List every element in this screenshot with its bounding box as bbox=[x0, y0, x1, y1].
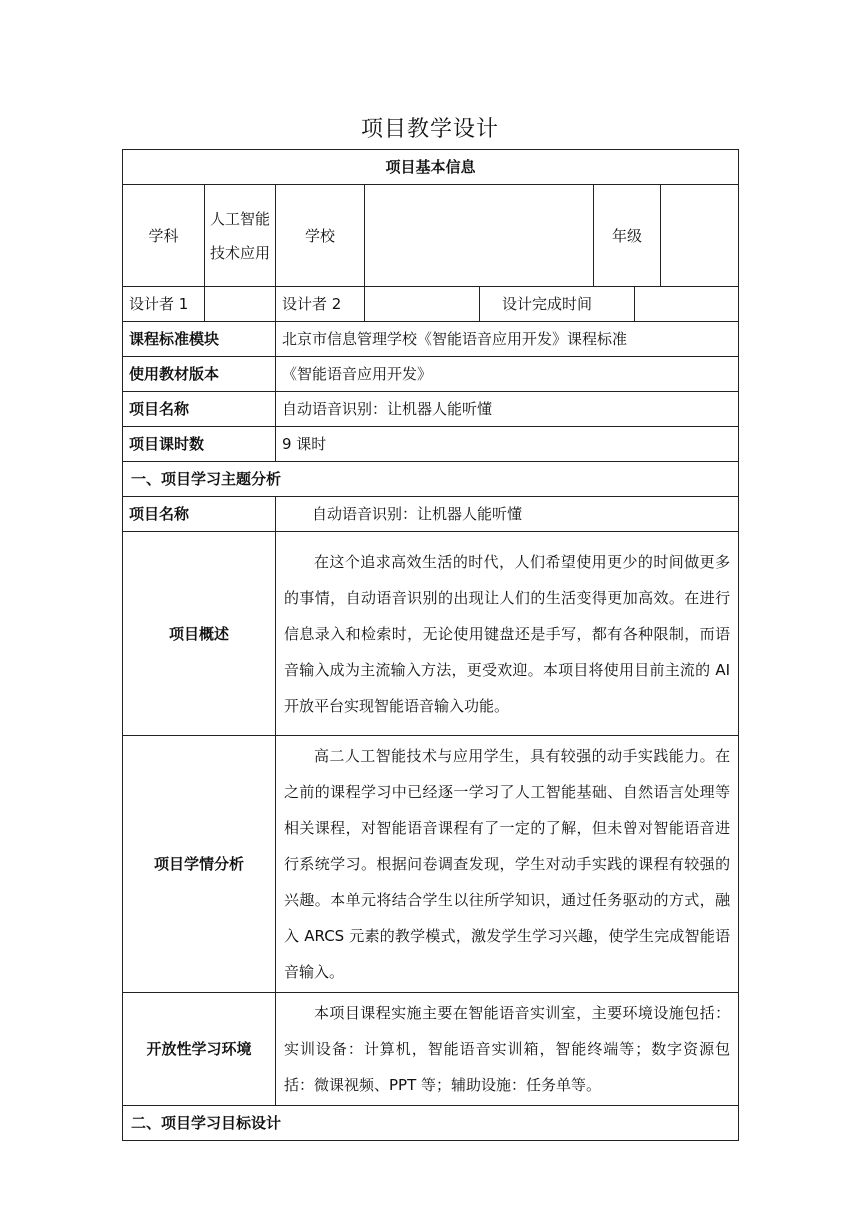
environment-label: 开放性学习环境 bbox=[123, 993, 276, 1106]
hours-value: 9 课时 bbox=[276, 427, 739, 462]
hours-label: 项目课时数 bbox=[123, 427, 276, 462]
project-name-value: 自动语音识别：让机器人能听懂 bbox=[276, 392, 739, 427]
subject-label: 学科 bbox=[123, 185, 205, 287]
document-title: 项目教学设计 bbox=[360, 117, 499, 142]
textbook-label: 使用教材版本 bbox=[123, 357, 276, 392]
grade-value bbox=[661, 185, 739, 287]
designer2-label: 设计者 2 bbox=[276, 287, 365, 322]
textbook-value: 《智能语音应用开发》 bbox=[276, 357, 739, 392]
section1-name-label: 项目名称 bbox=[123, 497, 276, 532]
completion-value bbox=[635, 287, 739, 322]
project-info-table bbox=[122, 149, 739, 1141]
completion-label: 设计完成时间 bbox=[480, 287, 635, 322]
school-value bbox=[365, 185, 594, 287]
designer1-label: 设计者 1 bbox=[123, 287, 205, 322]
school-label: 学校 bbox=[276, 185, 365, 287]
project-name-label: 项目名称 bbox=[123, 392, 276, 427]
basic-info-header: 项目基本信息 bbox=[123, 150, 739, 185]
section2-header: 二、项目学习目标设计 bbox=[123, 1106, 739, 1141]
section1-header: 一、项目学习主题分析 bbox=[123, 462, 739, 497]
standard-value: 北京市信息管理学校《智能语音应用开发》课程标准 bbox=[276, 322, 739, 357]
designer1-value bbox=[205, 287, 276, 322]
standard-label: 课程标准模块 bbox=[123, 322, 276, 357]
overview-text: 在这个追求高效生活的时代，人们希望使用更少的时间做更多的事情，自动语音识别的出现让人们的生活变得更加高效。在进行信息录入和检索时，无论使用键盘还是手写，都有各种限制，而语音输入成为主流输入方法，更受欢迎。本项目将使用目前主流的 AI 开放平台实现智能语音输入功能。 bbox=[276, 532, 739, 736]
subject-value: 人工智能技术应用 bbox=[205, 185, 276, 287]
environment-text: 本项目课程实施主要在智能语音实训室，主要环境设施包括：实训设备：计算机，智能语音实训箱，智能终端等；数字资源包括：微课视频、PPT 等；辅助设施：任务单等。 bbox=[276, 993, 739, 1106]
overview-label: 项目概述 bbox=[123, 532, 276, 736]
designer2-value bbox=[365, 287, 480, 322]
grade-label: 年级 bbox=[594, 185, 661, 287]
section1-name-value: 自动语音识别：让机器人能听懂 bbox=[276, 497, 739, 532]
learner-analysis-label: 项目学情分析 bbox=[123, 736, 276, 993]
learner-analysis-text: 高二人工智能技术与应用学生，具有较强的动手实践能力。在之前的课程学习中已经逐一学习了人工智能基础、自然语言处理等相关课程，对智能语音课程有了一定的了解，但未曾对智能语音进行系统学习。根据问卷调查发现，学生对动手实践的课程有较强的兴趣。本单元将结合学生以往所学知识，通过任务驱动的方式，融入 ARCS 元素的教学模式，激发学生学习兴趣，使学生完成智能语音输入。 bbox=[276, 736, 739, 993]
